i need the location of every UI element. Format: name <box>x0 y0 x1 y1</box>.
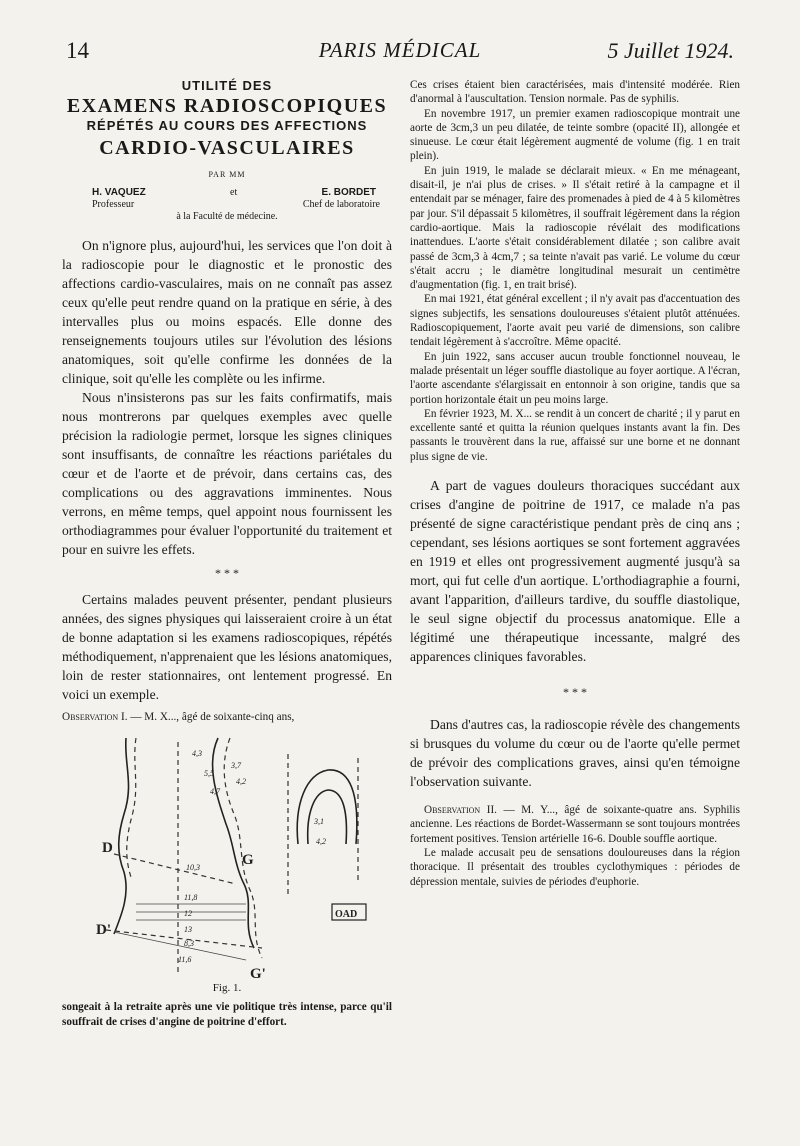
dashed-outline-right <box>224 738 262 958</box>
observation-2-text: — M. Y..., âgé de soixante-quatre ans. Syphilis ancienne. Les réactions de Bordet-Wassermann se sont toujours montrées fortement positives. Tension artérielle 16-6. Double souffle aortique. <box>410 804 740 845</box>
case-paragraph-5: En juin 1922, sans accuser aucun trouble fonctionnel nouveau, le malade présentait un léger souffle diastolique au foyer aortique. A l'écran, l'aorte ascendante s'élargissait en entonnoir à son origine, tandis que sa portion horizontale était un peu moins large. <box>410 350 740 406</box>
author-and: et <box>230 187 238 198</box>
fig-num-3: 4,7 <box>210 787 220 797</box>
observation-1-continued: songeait à la retraite après une vie politique très intense, parce qu'il souffrait de crises d'angine de poitrine d'effort. <box>62 1001 392 1028</box>
case-paragraph-3: En juin 1919, le malade se déclarait mieux. « En me ménageant, disait-il, je n'ai plus de crises. » Il s'était retiré à la campagne et il entendait par se ménager, faire des promenades à pied de 4 à 5 kilomètres par jour. S'il dépassait 5 kilomètres, il souffrait légèrement dans la région cardio-aortique. Mais la radioscopie révélait des modifications inattendues. L'aorte s'était considérablement dilatée ; son calibre avait passé de 3cm,3 à 4cm,7 ; sa teinte n'avait pas varié. Le volume du cœur s'était accru ; le diamètre longitudinal mesurait un centimètre d'augmentation (fig. 1, en trait brisé). <box>410 164 740 292</box>
case-paragraph-4: En mai 1921, état général excellent ; il n'y avait pas d'accentuation des signes subjectifs, les sensations douloureuses s'étaient plutôt atténuées. Radioscopiquement, l'aorte avait peu varié de dimensions, son calibre tendait légèrement à s'accroître. Même opacité. <box>410 293 740 349</box>
fig-num-12: 3,1 <box>314 817 324 827</box>
left-column <box>62 78 392 1029</box>
intro-paragraph-3: Certains malades peuvent présenter, pendant plusieurs années, des signes physiques qui laisseraient croire à un état de bonne adaptation si les examens radioscopiques, répétés méthodiquement, n'apprenaient que les lésions anatomiques, loin de rester stationnaires, ont lentement progressé. En voici un exemple. <box>62 592 392 702</box>
label-OAD: OAD <box>335 909 358 921</box>
fig-num-1: 4,3 <box>192 749 202 759</box>
title-line-4: CARDIO-VASCULAIRES <box>99 137 355 159</box>
observation-1-label: Observation I. <box>62 711 128 723</box>
section-separator-2 <box>410 685 740 700</box>
label-G: G <box>242 852 254 869</box>
figure-1-caption: Fig. 1. <box>212 982 242 995</box>
fig-num-7: 11,8 <box>184 893 198 903</box>
affiliation-professeur: Professeur <box>92 199 135 210</box>
fig-num-6: 10,3 <box>186 863 200 873</box>
fig-num-13: 4,2 <box>316 837 326 847</box>
label-G-prime: G' <box>250 966 266 981</box>
intro-paragraph-2: Nous n'insisterons pas sur les faits confirmatifs, mais nous montrerons par quelques exemples avec quelle précision la radiologie permet, lorsque les signes cliniques sont insuffisants, de connaître les réactions pariétales du cœur et de l'aorte et de prévoir, dans certains cas, des complications ou des aggravations imminentes. Nous verrons, en même temps, quel appoint nous fournissent les orthodiagrammes pour évaluer l'opportunité du traitement et pour en suivre les effets. <box>62 390 392 557</box>
title-line-1: UTILITÉ DES <box>181 78 273 93</box>
page-number: 14 <box>66 38 89 63</box>
affiliation-chef: Chef de laboratoire <box>302 199 380 210</box>
observation-2-label: Observation II. <box>424 804 497 817</box>
orthodiagram-drawing <box>66 734 386 980</box>
fig-num-5: 4,2 <box>236 777 246 787</box>
authors <box>92 187 376 198</box>
observation-1-text: — M. X..., âgé de soixante-cinq ans, <box>127 711 295 723</box>
case-paragraph-6: En février 1923, M. X... se rendit à un concert de charité ; il y parut en excellente santé et quitta la réunion quelques instants avant la fin. Des passants le trouvèrent dans la rue, affaissé sur une borne et ne donnant plus signe de vie. <box>410 407 740 463</box>
author-bordet: E. BORDET <box>321 187 376 198</box>
observation-2-heading <box>410 803 740 846</box>
right-column <box>410 78 740 889</box>
case-paragraph-2: En novembre 1917, un premier examen radioscopique montrait une aorte de 3cm,3 un peu dilatée, de teinte sombre (opacité II), allongée et sinueuse. Le cœur était légèrement augmenté de volume (fig. 1 en trait plein). <box>410 107 740 163</box>
fig-num-8: 12 <box>184 909 192 919</box>
fig-num-2: 5,5 <box>204 769 214 779</box>
figure-1-orthodiagram <box>66 734 386 980</box>
discussion-paragraph-1: A part de vagues douleurs thoraciques succédant aux crises d'angine de poitrine de 1917, ce malade n'a pas présenté de signe caractéristique pendant près de cinq ans ; cependant, ses lésions aortiques se sont fortement aggravées en 1919 et elles ont progressivement augmenté jusqu'à sa mort, qui fut celle d'un aortique. L'orthodiagraphie a fourni, avant l'apparition, d'ailleurs tardive, du souffle diastolique, le seul signe objectif du processus anatomique. Elle a légitimé une thérapeutique incessante, malgré des apparences cliniques favorables. <box>410 478 740 665</box>
observation-2-paragraph: Le malade accusait peu de sensations douloureuses dans la région thoracique. Il présentait des troubles cyclothymiques : périodes de dépression mentale, suivies de périodes d'euphorie. <box>410 846 740 888</box>
affiliations <box>92 199 380 210</box>
author-vaquez: H. VAQUEZ <box>92 187 146 198</box>
fig-num-11: 11,6 <box>178 955 192 965</box>
byline-par: PAR MM <box>208 170 246 179</box>
dashed-transverse <box>114 854 236 884</box>
issue-date: 5 Juillet 1924. <box>607 38 734 63</box>
discussion-paragraph-2: Dans d'autres cas, la radioscopie révèle des changements si brusques du volume du cœur ou de l'aorte qu'elle permet de prévoir des complications graves, ainsi qu'en témoigne l'observation suivante. <box>410 717 740 790</box>
affiliation-faculte: à la Faculté de médecine. <box>176 211 278 222</box>
heart-outline-left <box>114 738 129 934</box>
fig-num-9: 13 <box>184 925 192 935</box>
intro-paragraph-1: On n'ignore plus, aujourd'hui, les services que l'on doit à la radioscopie pour le diagnostic et le pronostic des affections cardio-vasculaires, mais on ne connaît pas assez ceux qu'elle peut rendre quand on la pratique en série, à des intervalles plus ou moins espacés. Elle donne des renseignements toujours utiles sur l'évolution des lésions anatomiques, soit qu'elle confirme les données de la clinique, soit qu'elle les complète ou les infirme. <box>62 238 392 386</box>
label-D-prime: D' <box>96 922 111 939</box>
oad-outline-outer <box>297 770 357 847</box>
case-paragraph-1: Ces crises étaient bien caractérisées, mais d'intensité modérée. Rien d'anormal à l'auscultation. Tension normale. Pas de syphilis. <box>410 79 740 106</box>
stars-text-2: * * * <box>563 685 587 700</box>
journal-title: PARIS MÉDICAL <box>318 38 482 62</box>
label-D: D <box>102 840 113 857</box>
title-line-3: RÉPÉTÉS AU COURS DES AFFECTIONS <box>86 118 368 133</box>
observation-1-heading <box>62 710 392 724</box>
fig-num-10: 8,3 <box>184 939 194 949</box>
fig-num-4: 3,7 <box>231 761 241 771</box>
stars-text: * * * <box>215 566 239 580</box>
title-line-2: EXAMENS RADIOSCOPIQUES <box>66 95 388 117</box>
page-header <box>66 38 734 68</box>
section-separator <box>62 566 392 580</box>
